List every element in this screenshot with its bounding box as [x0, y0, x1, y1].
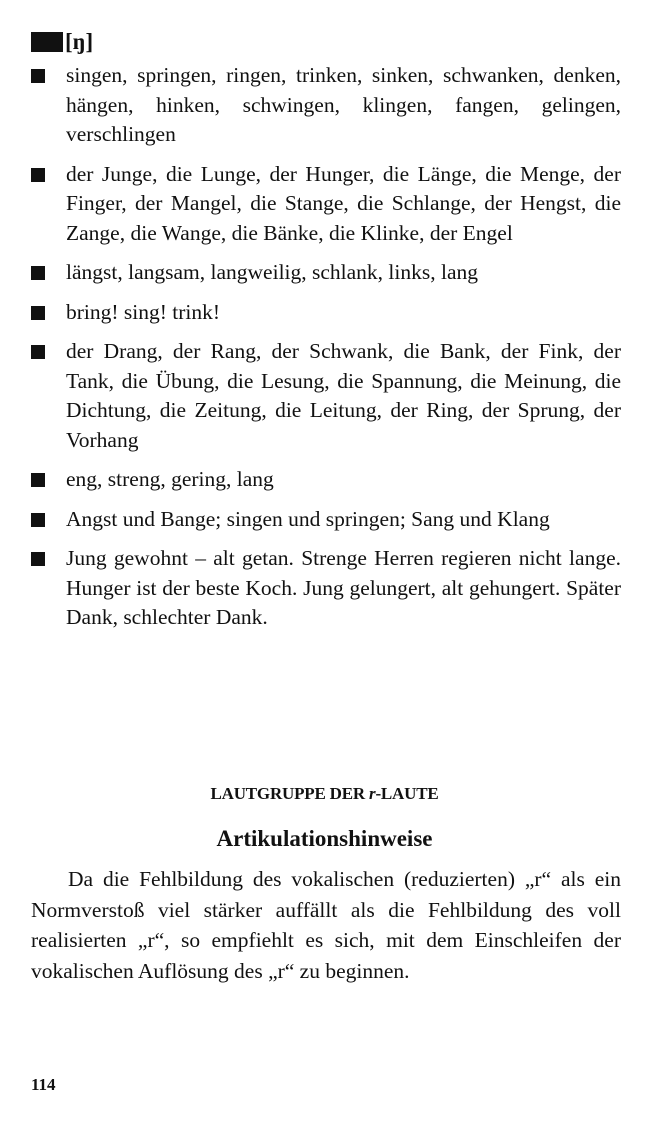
square-bullet-icon	[31, 513, 45, 527]
list-item	[31, 160, 621, 249]
list-item	[31, 258, 621, 288]
list-item-text: eng, streng, gering, lang	[66, 467, 274, 491]
section-title-prefix: LAUTGRUPPE DER	[210, 784, 370, 803]
list-item	[31, 298, 621, 328]
list-item-text: der Junge, die Lunge, der Hunger, die Länge, die Menge, der Finger, der Mangel, die Stange, die Schlange, der Hengst, die Zange, die Wange, die Bänke, die Klinke, der Engel	[66, 161, 621, 245]
square-bullet-icon	[31, 306, 45, 320]
list-item-text: singen, springen, ringen, trinken, sinken, schwanken, denken, hängen, hinken, schwingen, klingen, fangen, gelingen, verschlingen	[66, 63, 621, 146]
section-title-r: r	[369, 784, 376, 803]
list-item	[31, 505, 621, 535]
section-title	[0, 784, 649, 804]
list-item-text: bring! sing! trink!	[66, 299, 221, 324]
phonetic-symbol: [ŋ]	[65, 29, 94, 54]
square-bullet-icon	[31, 552, 45, 566]
list-item	[31, 544, 621, 633]
list-item-text: der Drang, der Rang, der Schwank, die Bank, der Fink, der Tank, die Übung, die Lesung, die Spannung, die Meinung, die Dichtung, die Zeitung, die Leitung, der Ring, der Sprung, der Vorhang	[66, 339, 621, 452]
body-paragraph: Da die Fehlbildung des vokalischen (reduzierten) „r“ als ein Normverstoß viel stärker auffällt als die Fehlbildung des voll realisierten „r“, so empfiehlt es sich, mit dem Einschleifen der vokalischen Auflösung des „r“ zu beginnen.	[31, 867, 621, 983]
sound-heading	[31, 30, 93, 54]
section-title-suffix: -LAUTE	[375, 784, 439, 803]
exercise-list	[31, 61, 621, 643]
list-item	[31, 337, 621, 455]
list-item	[31, 61, 621, 150]
square-bullet-icon	[31, 345, 45, 359]
list-item	[31, 465, 621, 495]
page-number: 114	[31, 1075, 56, 1094]
square-bullet-icon	[31, 473, 45, 487]
list-item-text: Angst und Bange; singen und springen; Sang und Klang	[66, 506, 550, 531]
square-bullet-icon	[31, 266, 45, 280]
list-item-text: längst, langsam, langweilig, schlank, links, lang	[66, 260, 479, 284]
heading-marker-block	[31, 32, 63, 52]
subsection-title: Artikulationshinweise	[216, 826, 433, 851]
list-item-text: Jung gewohnt – alt getan. Strenge Herren regieren nicht lange. Hunger ist der beste Koch. Jung gelungert, alt gehungert. Später Dank, schlechter Dank.	[66, 546, 621, 629]
square-bullet-icon	[31, 168, 45, 182]
square-bullet-icon	[31, 69, 45, 83]
